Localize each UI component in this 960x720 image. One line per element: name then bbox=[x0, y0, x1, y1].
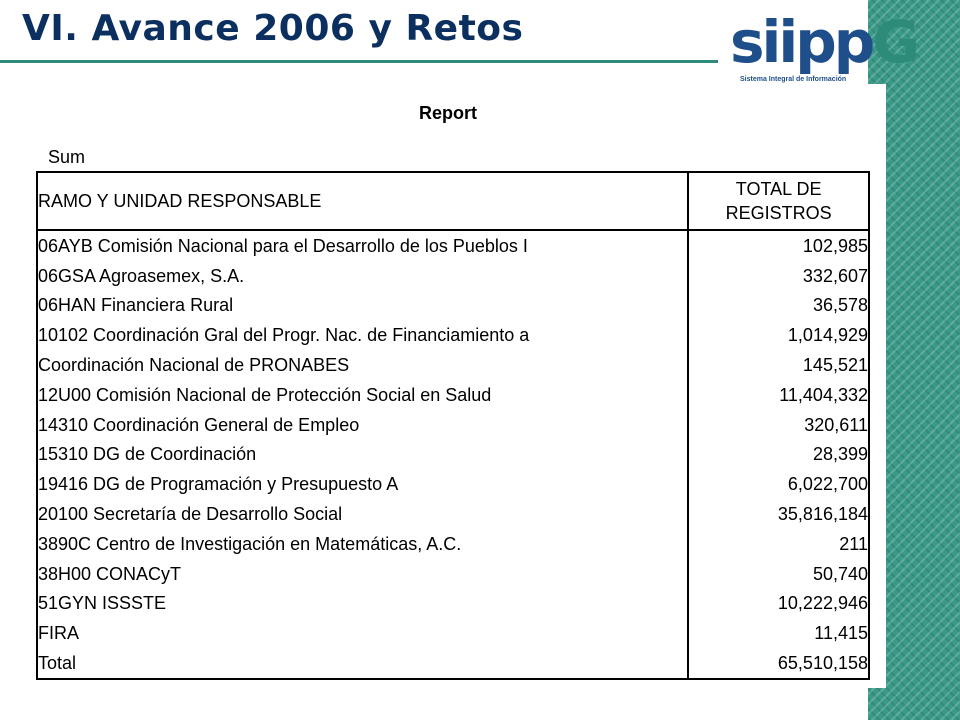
row-total-cell: 6,022,700 bbox=[787, 474, 868, 495]
table-row bbox=[37, 440, 869, 470]
row-total-cell: 145,521 bbox=[802, 355, 868, 376]
row-name-cell: 20100 Secretaría de Desarrollo Social bbox=[37, 499, 688, 529]
sum-label: Sum bbox=[48, 147, 86, 167]
row-name-cell: 38H00 CONACyT bbox=[37, 559, 688, 589]
table-row bbox=[37, 618, 869, 648]
row-name-cell: 06GSA Agroasemex, S.A. bbox=[37, 261, 688, 291]
column-header-total-line2: REGISTROS bbox=[725, 203, 832, 223]
row-name-cell: 51GYN ISSSTE bbox=[37, 589, 688, 619]
column-header-total bbox=[688, 172, 869, 230]
header-row bbox=[37, 172, 869, 230]
row-total-cell: 332,607 bbox=[802, 265, 868, 286]
report-table-body bbox=[37, 230, 869, 679]
table-row bbox=[37, 350, 869, 380]
logo-main-text: siipp bbox=[730, 8, 873, 76]
table-row bbox=[37, 320, 869, 350]
row-name-cell: 12U00 Comisión Nacional de Protección Social en Salud bbox=[37, 380, 688, 410]
row-name-cell: 06AYB Comisión Nacional para el Desarrollo de los Pueblos I bbox=[37, 230, 688, 261]
row-name-cell: FIRA bbox=[37, 618, 688, 648]
row-total-cell: 36,578 bbox=[812, 295, 868, 316]
table-row bbox=[37, 648, 869, 679]
table-row bbox=[37, 380, 869, 410]
table-row bbox=[37, 559, 869, 589]
table-row bbox=[37, 499, 869, 529]
table-row bbox=[37, 291, 869, 321]
table-row bbox=[37, 230, 869, 261]
column-header-name: RAMO Y UNIDAD RESPONSABLE bbox=[37, 172, 688, 230]
table-row bbox=[37, 589, 869, 619]
logo-wordmark bbox=[730, 10, 917, 74]
row-total-cell: 35,816,184 bbox=[777, 504, 868, 525]
row-total-cell: 11,404,332 bbox=[779, 384, 868, 405]
slide-title: VI. Avance 2006 y Retos bbox=[22, 8, 524, 49]
row-name-cell: Coordinación Nacional de PRONABES bbox=[37, 350, 688, 380]
row-name-cell: 10102 Coordinación Gral del Progr. Nac. de Financiamiento a bbox=[37, 320, 688, 350]
table-row bbox=[37, 469, 869, 499]
row-name-cell: 19416 DG de Programación y Presupuesto A bbox=[37, 469, 688, 499]
table-row bbox=[37, 410, 869, 440]
row-total-cell: 28,399 bbox=[812, 444, 868, 465]
row-name-cell: 15310 DG de Coordinación bbox=[37, 440, 688, 470]
row-name-cell: 14310 Coordinación General de Empleo bbox=[37, 410, 688, 440]
row-total-cell: 50,740 bbox=[812, 563, 868, 584]
row-total-cell: 211 bbox=[839, 533, 868, 554]
side-band-edge bbox=[868, 84, 886, 688]
row-name-cell: 06HAN Financiera Rural bbox=[37, 291, 688, 321]
logo-accent-text: G bbox=[872, 8, 917, 76]
row-total-cell: 11,415 bbox=[814, 623, 868, 644]
row-name-cell: Total bbox=[37, 648, 688, 679]
report-heading: Report bbox=[419, 103, 477, 123]
row-total-cell: 10,222,946 bbox=[777, 593, 868, 614]
title-underline bbox=[0, 60, 718, 63]
column-header-total-line1: TOTAL DE bbox=[735, 179, 822, 199]
row-total-cell: 102,985 bbox=[802, 235, 868, 256]
row-total-cell: 65,510,158 bbox=[777, 653, 868, 674]
row-total-cell: 1,014,929 bbox=[787, 325, 868, 346]
report-table bbox=[36, 171, 870, 680]
logo-subtitle: Sistema Integral de Información bbox=[740, 76, 847, 83]
report-table-header bbox=[37, 172, 869, 230]
table-row bbox=[37, 529, 869, 559]
siippg-logo bbox=[730, 10, 920, 90]
table-row bbox=[37, 261, 869, 291]
row-name-cell: 3890C Centro de Investigación en Matemáticas, A.C. bbox=[37, 529, 688, 559]
row-total-cell: 320,611 bbox=[804, 414, 868, 435]
